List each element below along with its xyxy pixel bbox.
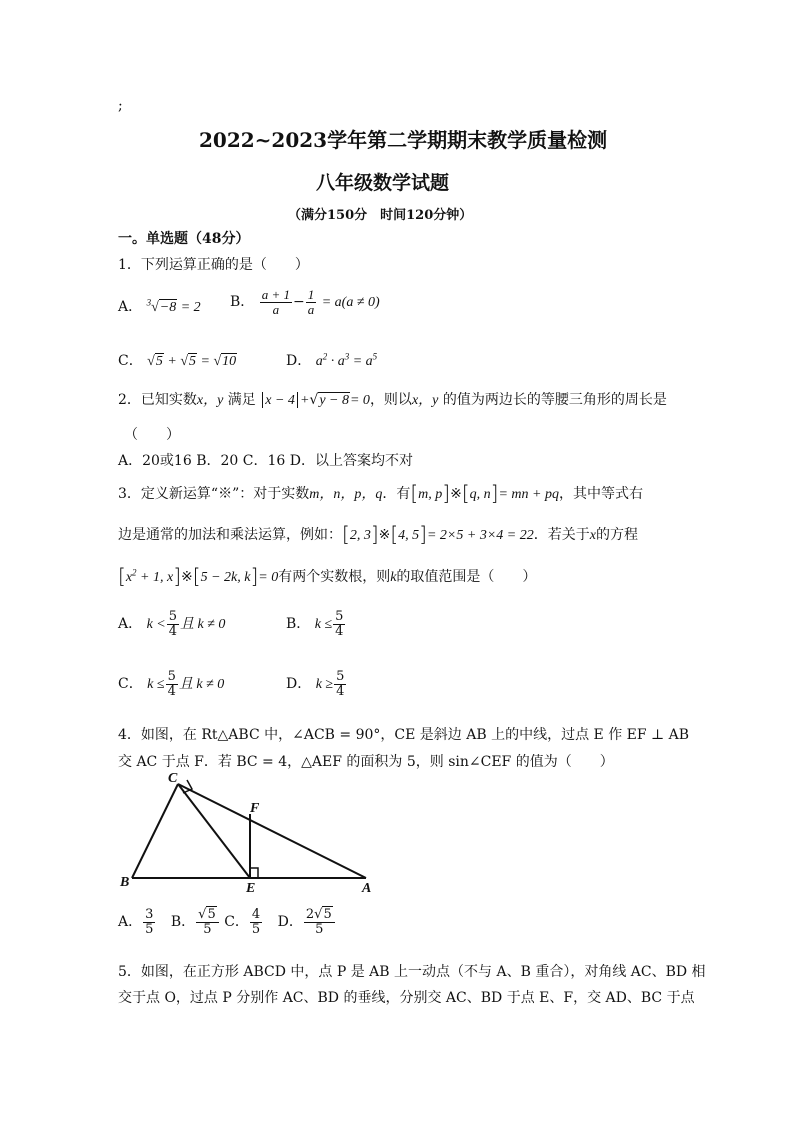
label-f: F — [250, 801, 260, 816]
q3-line1: 3．定义新运算“※”：对于实数m，n，p，q．有[m, p]※[q, n]= mn + pq，其中等式右 — [118, 481, 643, 505]
right-angle-mark-e — [250, 868, 258, 878]
exam-title: 2022~2023学年第二学期期末教学质量检测 — [199, 128, 608, 152]
q1-option-b: B． $\frac{a + 1}{a}$ − $\frac{1}{a}$ = a(a ≠ 0) — [230, 287, 380, 317]
segment-ce — [178, 784, 250, 878]
q4-option-c: C． $\frac{4}{5}$ — [224, 907, 261, 937]
q4-options — [118, 908, 336, 936]
q4-option-a: A． $\frac{3}{5}$ — [118, 907, 154, 937]
label-e: E — [246, 881, 256, 894]
label-a: A — [362, 881, 372, 894]
label-c: C — [168, 771, 178, 786]
q2-options: A．20或16 B．20 C．16 D．以上答案均不对 — [118, 453, 413, 469]
q4-line1: 4．如图，在 Rt△ABC 中，∠ACB = 90°，CE 是斜边 AB 上的中线，过点 E 作 EF ⊥ AB — [118, 727, 690, 743]
q3-option-c: C． k ≤ $\frac{5}{4}$ 且 k ≠ 0 — [118, 669, 225, 699]
q4-option-d: D． $\frac{2√5}{5}$ — [278, 908, 336, 936]
q2-stem-line1: 2．已知实数x，y 满足 x − 4 +√y − 8= 0，则以x，y 的值为两边长的等腰三角形的周长是 — [118, 392, 667, 408]
q1-stem: 1．下列运算正确的是（ ） — [118, 257, 309, 273]
exam-subtitle: 八年级数学试题 — [316, 172, 450, 194]
q3-line3: [$x^2 + 1$, x]※[5 − 2k, k]= 0有两个实数根，则k的取值范围是（ ） — [118, 564, 537, 588]
q4-option-b: B． $\frac{√5}{5}$ — [171, 908, 220, 936]
q1-option-d: D． $a^2 \cdot a^3 = a^5$ — [286, 351, 378, 369]
q5-line1: 5．如图，在正方形 ABCD 中，点 P 是 AB 上一动点（不与 A、B 重合），对角线 AC、BD 相 — [118, 964, 706, 980]
q3-option-a: A． k < $\frac{5}{4}$ 且 k ≠ 0 — [118, 609, 226, 639]
exam-info: （满分150分 时间120分钟） — [288, 208, 473, 223]
q4-line2: 交 AC 于点 F．若 BC = 4，△AEF 的面积为 5，则 sin∠CEF 的值为（ ） — [118, 754, 614, 770]
segment-ca — [178, 784, 366, 878]
q3-line2: 边是通常的加法和乘法运算，例如：[2, 3]※[4, 5]= 2×5 + 3×4 = 22．若关于x的方程 — [118, 522, 638, 546]
q3-option-d: D． k ≥ $\frac{5}{4}$ — [286, 669, 345, 699]
q5-line2: 交于点 O，过点 P 分别作 AC、BD 的垂线，分别交 AC、BD 于点 E、F，交 AD、BC 于点 — [118, 990, 695, 1006]
q4-triangle-figure — [110, 768, 390, 894]
stray-mark: ; — [118, 98, 123, 114]
q1-option-a: A． $^3$√−8 = 2 — [118, 297, 201, 315]
q2-answer-paren: （ ） — [124, 427, 180, 443]
segment-bc — [132, 784, 178, 878]
label-b: B — [120, 875, 130, 890]
q3-option-b: B． k ≤ $\frac{5}{4}$ — [286, 609, 344, 639]
section-heading: 一。单选题（48分） — [118, 231, 250, 247]
q1-option-c: C． √5 + √5 = √10 — [118, 353, 237, 369]
